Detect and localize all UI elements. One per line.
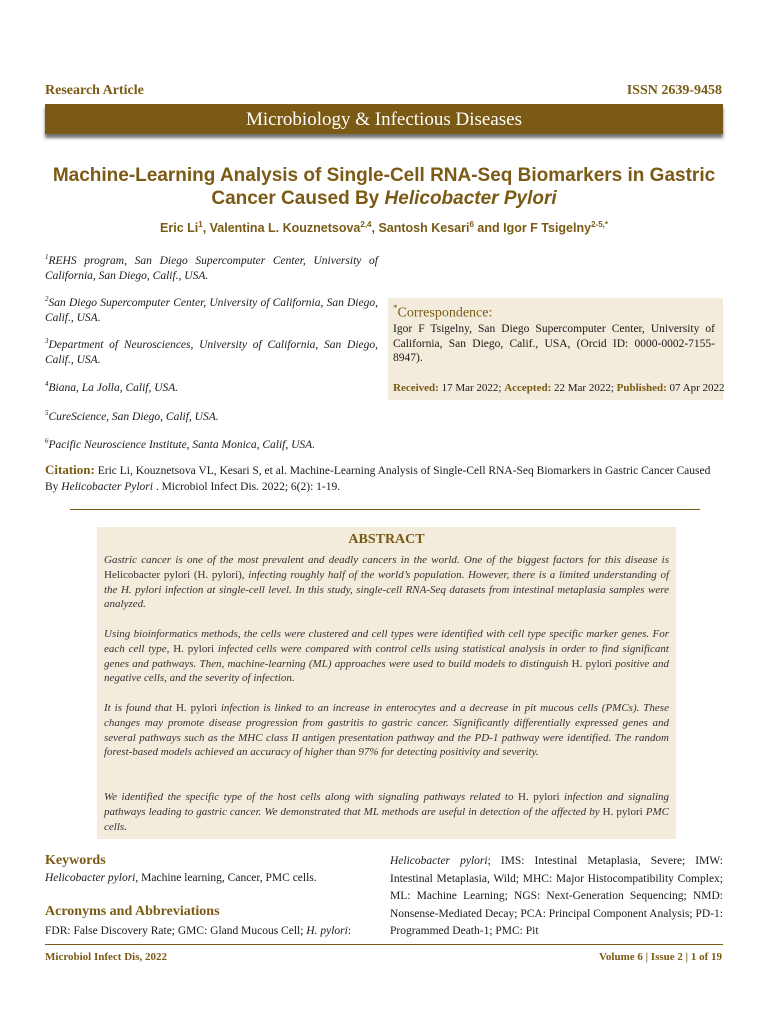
affiliation-text: San Diego Supercomputer Center, University of California, San Diego, Calif., USA.	[45, 296, 378, 324]
keywords-text	[45, 871, 375, 886]
author-list	[0, 220, 768, 235]
abstract-text: PMC cells.	[104, 805, 670, 833]
affiliation	[45, 406, 378, 425]
citation-text: Eric Li, Kouznetsova VL, Kesari S, et al. Machine-Learning Analysis of Single-Cell RNA-Seq Biomarkers in Gastric Cancer Caused By	[45, 465, 711, 493]
divider	[70, 509, 700, 510]
acronym-tail: :	[347, 925, 352, 937]
citation-label: Citation:	[45, 462, 95, 477]
abstract-species: Helicobacter pylori (H. pylori),	[104, 568, 245, 581]
abstract-text: infected cells were compared with control cells using statistical analysis in order to find significant genes and pathways. Then, machine-learning (ML) approaches were used to build models to distinguish	[104, 642, 669, 670]
affiliation	[45, 434, 378, 453]
author-name: Igor F Tsigelny	[503, 221, 592, 236]
author-separator: and	[473, 221, 504, 236]
abstract-heading: ABSTRACT	[348, 532, 425, 547]
publication-dates	[393, 382, 725, 394]
abstract-text: Gastric cancer is one of the most prevalent and deadly cancers in the world. One of the biggest factors for this disease is	[104, 554, 669, 566]
title-text: Machine-Learning Analysis of Single-Cell RNA-Seq Biomarkers in Gastric Cancer Caused By	[52, 165, 716, 209]
affiliation-num: 6	[45, 437, 49, 445]
abstract-species: H. pylori	[175, 702, 217, 714]
article-type-label: Research Article	[45, 83, 144, 98]
affiliation-text: Department of Neurosciences, University of California, San Diego, Calif., USA.	[45, 338, 378, 366]
published-label: Published:	[616, 382, 667, 394]
affiliation-text: REHS program, San Diego Supercomputer Center, University of California, San Diego, Calif., USA.	[45, 254, 378, 282]
acronyms-text-right	[390, 853, 723, 941]
acronyms-heading: Acronyms and Abbreviations	[45, 904, 220, 919]
footer-journal: Microbiol Infect Dis, 2022	[45, 951, 168, 963]
author-name: Santosh Kesari	[378, 221, 470, 236]
acronym-list: FDR: False Discovery Rate; GMC: Gland Mucous Cell;	[45, 925, 304, 937]
abstract-paragraph	[104, 790, 669, 834]
abstract-paragraph	[104, 701, 669, 760]
affiliation	[45, 250, 378, 284]
abstract-text: It is found that	[104, 702, 173, 714]
abstract-species: H. pylori	[173, 642, 215, 655]
affiliation-num: 4	[45, 380, 49, 388]
affiliation	[45, 334, 378, 368]
keywords-heading: Keywords	[45, 853, 106, 868]
abstract-text: positive and negative cells, and the severity of infection.	[104, 657, 669, 685]
affiliation-text: Biana, La Jolla, Calif, USA.	[48, 381, 179, 394]
issn-label: ISSN 2639-9458	[626, 83, 722, 98]
abstract-text: We identified the specific type of the host cells along with signaling pathways related to	[104, 791, 514, 803]
correspondence-text: Igor F Tsigelny, San Diego Supercomputer Center, University of California, San Diego, Calif., USA, (Orcid ID: 0000-0002-7155-8947).	[393, 323, 715, 364]
citation-text-end: . Microbiol Infect Dis. 2022; 6(2): 1-19.	[155, 481, 341, 493]
correspondence-heading-text: Correspondence:	[397, 305, 493, 321]
correspondence-marker: *	[393, 303, 398, 313]
received-date: 17 Mar 2022;	[441, 382, 502, 394]
acronyms-text-left	[45, 924, 378, 939]
affiliation-num: 2	[45, 295, 49, 303]
author-affil-num: 2-5,*	[591, 220, 608, 229]
author-separator: ,	[371, 221, 379, 236]
abstract-paragraph	[104, 627, 669, 686]
acronym-italic: Helicobacter pylori	[390, 855, 488, 867]
abstract-text: infection is linked to an increase in enterocytes and a decrease in pit mucous cells (PMCs). These changes may promote disease progression from gastritis to gastric cancer. Significantly differentially expressed genes and several pathways such as the MHC class II antigen presentation pathway and the PD-1 pathway were identified. The random forest-based models achieved an accuracy of higher than 97% for detecting positivity and severity.	[104, 702, 669, 759]
abstract-text: infection and signaling pathways leading to gastric cancer. We demonstrated that ML methods are useful in detection of the affected by	[104, 791, 670, 818]
keyword-list: , Machine learning, Cancer, PMC cells.	[135, 872, 317, 884]
affiliation-num: 1	[45, 253, 49, 261]
abstract-species: H. pylori	[602, 805, 643, 818]
correspondence-heading	[393, 303, 492, 322]
author-affil-num: 6	[469, 220, 474, 229]
received-label: Received:	[393, 382, 439, 394]
affiliation-num: 5	[45, 409, 49, 417]
abstract-paragraph	[104, 553, 669, 612]
keyword-italic: Helicobacter pylori	[45, 872, 136, 884]
author-affil-num: 1	[198, 220, 203, 229]
author-name: Valentina L. Kouznetsova	[209, 221, 361, 236]
abstract-species: H. pylori	[571, 657, 612, 670]
affiliation	[45, 292, 378, 326]
affiliation-text: Pacific Neuroscience Institute, Santa Monica, Calif, USA.	[48, 438, 316, 451]
author-separator: ,	[202, 221, 210, 236]
affiliation-text: CureScience, San Diego, Calif, USA.	[48, 410, 219, 423]
acronym-italic: H. pylori	[306, 925, 348, 937]
footer-divider	[45, 944, 723, 945]
title-italic: Helicobacter Pylori	[384, 188, 557, 209]
affiliation-num: 3	[45, 337, 49, 345]
published-date: 07 Apr 2022	[669, 382, 725, 394]
accepted-date: 22 Mar 2022;	[554, 382, 614, 394]
accepted-label: Accepted:	[504, 382, 552, 394]
citation-italic: Helicobacter Pylori	[61, 481, 153, 493]
citation	[45, 462, 725, 495]
footer-page-info: Volume 6 | Issue 2 | 1 of 19	[598, 951, 722, 963]
author-affil-num: 2,4	[360, 220, 372, 229]
affiliation	[45, 377, 378, 396]
author-name: Eric Li	[160, 221, 199, 236]
acronym-list: ; IMS: Intestinal Metaplasia, Severe; IMW: Intestinal Metaplasia, Wild; MHC: Major Histocompatibility Complex; ML: Machine Learning; NGS: Next-Generation Sequencing; NMD: Nonsense-Mediated Decay; PCA: Principal Component Analysis; PD-1: Programmed Death-1; PMC: Pit	[390, 855, 723, 938]
paper-title	[40, 164, 728, 210]
abstract-species: H. pylori	[518, 791, 560, 803]
abstract-text: infecting roughly half of the world’s population. However, there is a limited understanding of the H. pylori infection at single-cell level. In this study, single-cell RNA-Seq datasets from intestinal metaplasia samples were analyzed.	[104, 568, 669, 611]
abstract-text: Using bioinformatics methods, the cells were clustered and cell types were identified with cell type specific marker genes. For each cell type,	[104, 628, 669, 655]
journal-banner: Microbiology & Infectious Diseases	[45, 104, 723, 134]
